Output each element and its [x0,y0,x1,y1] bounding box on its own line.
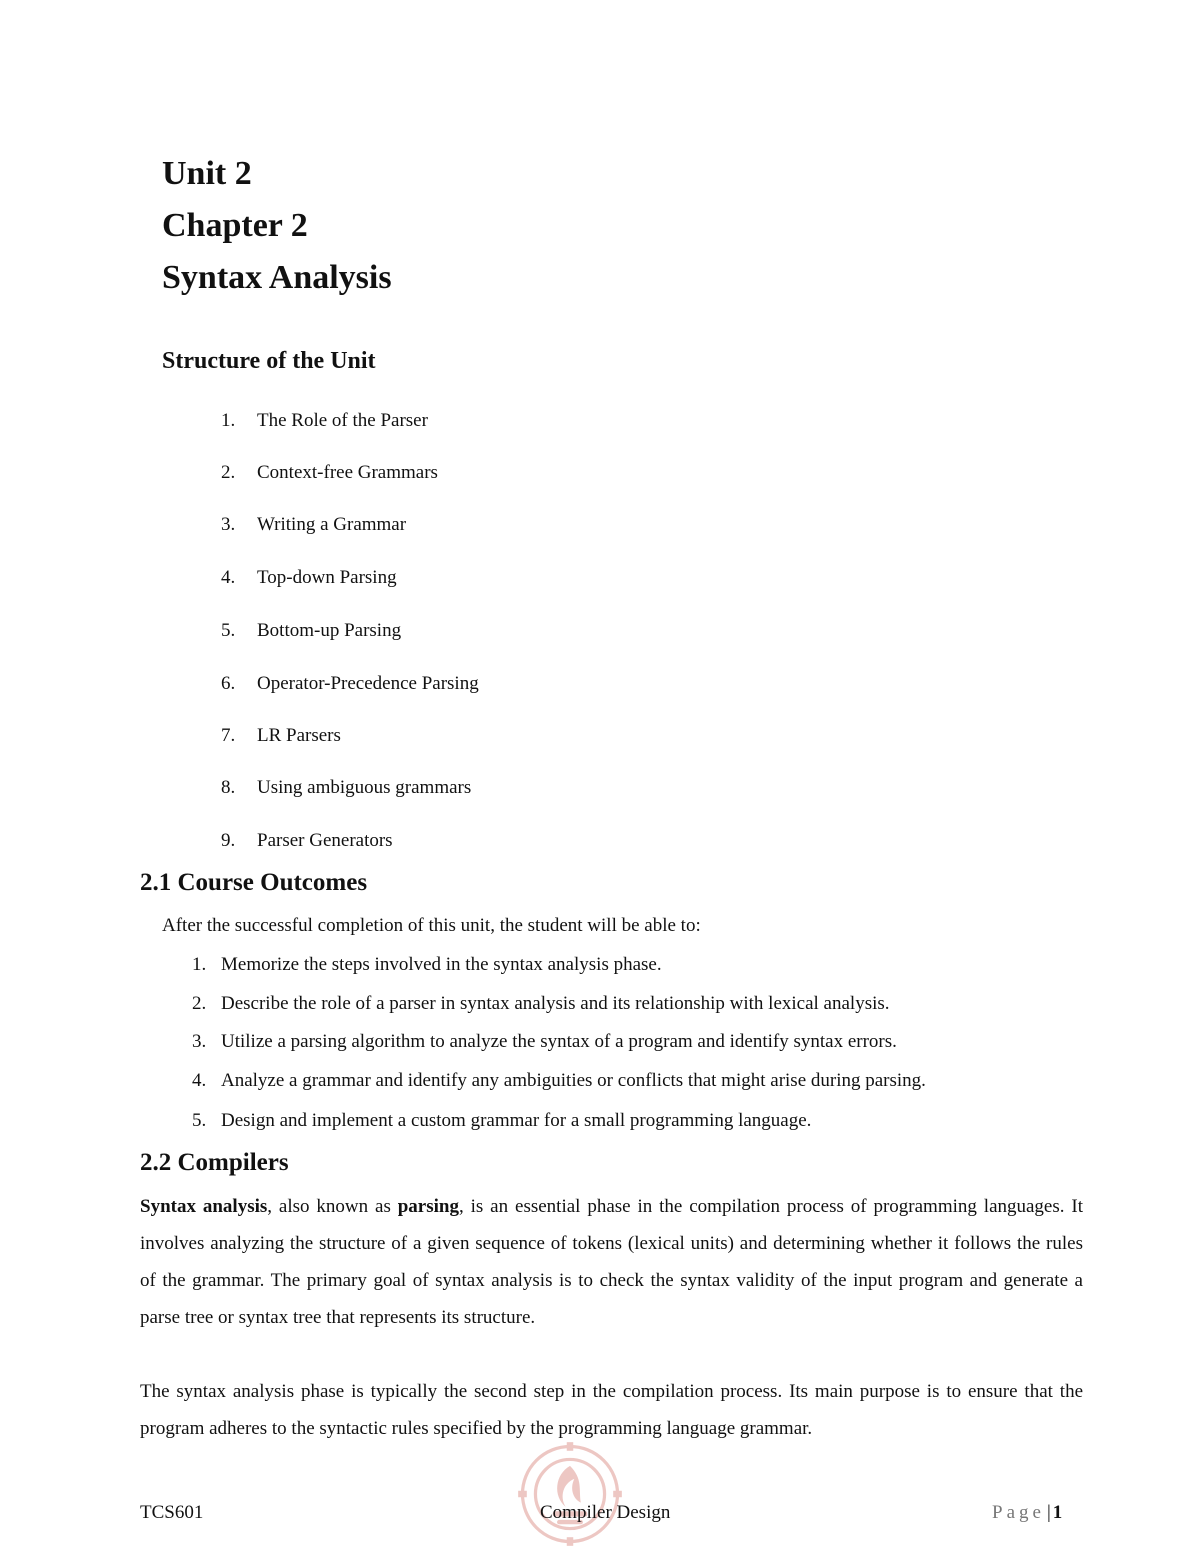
outcomes-intro: After the successful completion of this unit, the student will be able to: [162,915,701,936]
footer-page-indicator [992,1501,1062,1525]
list-item-text: LR Parsers [257,725,341,746]
list-item-number: 1. [221,410,236,431]
list-item-text: Analyze a grammar and identify any ambiguities or conflicts that might arise during parsing. [221,1070,926,1091]
list-item-text: The Role of the Parser [257,410,428,431]
compilers-heading: 2.2 Compilers [140,1149,289,1176]
list-item-text: Top-down Parsing [257,567,397,588]
list-item-text: Design and implement a custom grammar for a small programming language. [221,1110,812,1131]
list-item-text: Describe the role of a parser in syntax analysis and its relationship with lexical analysis. [221,993,890,1014]
course-outcomes-heading: 2.1 Course Outcomes [140,869,368,896]
syntax-phase-paragraph: The syntax analysis phase is typically the second step in the compilation process. Its main purpose is to ensure that the program adheres to the syntactic rules specified by the programming language grammar. [140,1381,1083,1439]
list-item-text: Writing a Grammar [257,514,407,535]
list-item-text: Using ambiguous grammars [257,777,472,798]
list-item-number: 2. [221,462,236,483]
list-item-number: 8. [221,777,236,798]
list-item-text: Memorize the steps involved in the syntax analysis phase. [221,954,662,975]
list-item-number: 5. [221,620,236,641]
list-item-number: 6. [221,673,236,694]
page-label: Page [992,1502,1045,1523]
list-item-text: Bottom-up Parsing [257,620,402,641]
list-item-number: 3. [192,1031,207,1052]
paragraph-text: , is an essential phase in the compilation process of programming languages. It involves analyzing the structure of a given sequence of tokens (lexical units) and determining whether it follows the rules of the grammar. The primary goal of syntax analysis is to check the syntax validity of the input program and generate a parse tree or syntax tree that represents its structure. [140,1196,1084,1328]
list-item-number: 1. [192,954,207,975]
unit-title: Unit 2 [162,155,252,192]
list-item-number: 9. [221,830,236,851]
term-parsing: parsing [397,1196,459,1217]
list-item-number: 2. [192,993,207,1014]
structure-heading: Structure of the Unit [162,348,376,374]
university-seal-watermark-icon [516,1440,624,1548]
page-title: Syntax Analysis [162,259,392,296]
list-item-number: 4. [221,567,236,588]
list-item-number: 3. [221,514,236,535]
page-number: 1 [1052,1502,1063,1523]
term-syntax-analysis: Syntax analysis [140,1196,268,1217]
list-item-number: 4. [192,1070,207,1091]
list-item-number: 5. [192,1110,207,1131]
page-separator: | [1046,1502,1051,1523]
syntax-analysis-paragraph [140,1188,1083,1336]
list-item-text: Operator-Precedence Parsing [257,673,479,694]
footer-course-code: TCS601 [140,1502,204,1523]
paragraph-text: , also known as [267,1196,398,1217]
list-item-text: Context-free Grammars [257,462,438,483]
list-item-number: 7. [221,725,236,746]
list-item-text: Utilize a parsing algorithm to analyze the syntax of a program and identify syntax errors. [221,1031,897,1052]
chapter-title: Chapter 2 [162,207,308,244]
footer-course-name: Compiler Design [540,1502,671,1523]
list-item-text: Parser Generators [257,830,393,851]
